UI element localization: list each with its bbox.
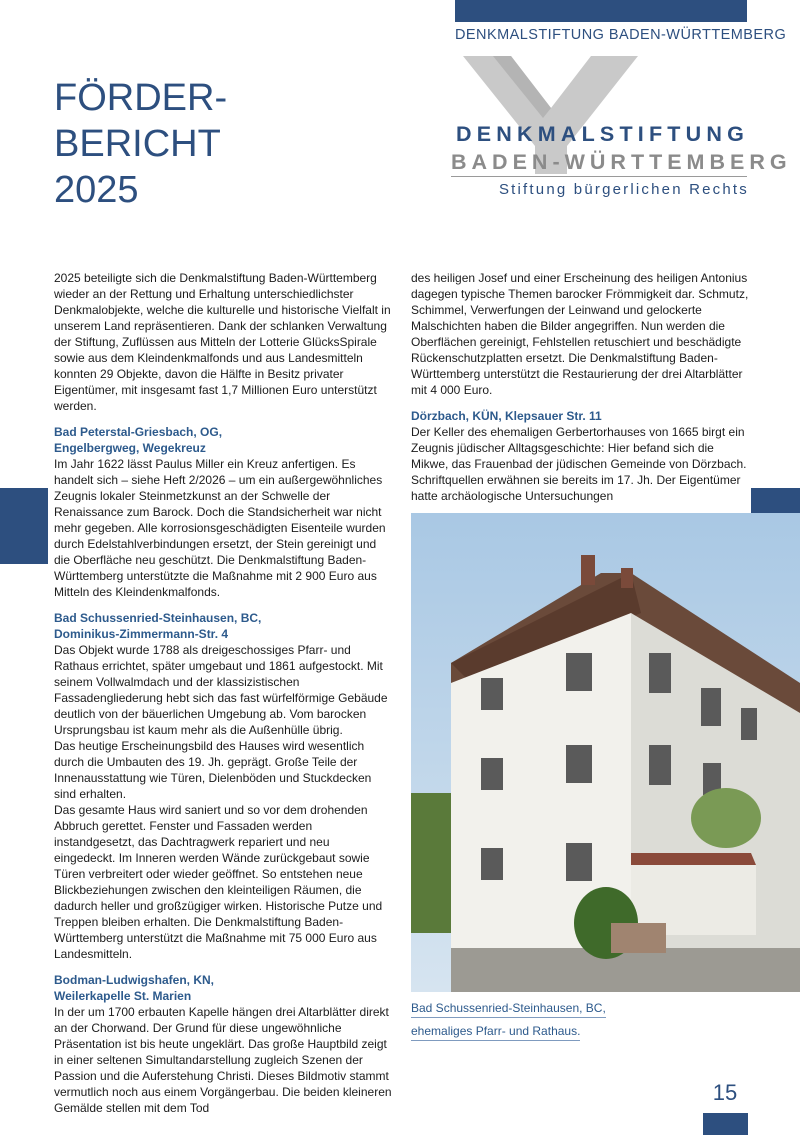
- section-subheading: Dominikus-Zimmermann-Str. 4: [54, 627, 229, 641]
- title-line-2: BERICHT: [54, 123, 221, 165]
- section-body: Das heutige Erscheinungsbild des Hauses wird wesentlich durch die Umbauten des 19. Jh. geprägt. Große Teile der Innenausstattung wie Türen, Dielenböden und Stuckdecken sind erhalten.: [54, 739, 372, 801]
- continued-paragraph: des heiligen Josef und einer Erscheinung des heiligen Antonius dagegen typische Themen barocker Frömmigkeit dar. Schmutz, Schimmel, Verwerfungen der Leinwand und gelockerte Malschichten haben die Bilder angegriffen. Nun werden die Oberflächen gereinigt, Fehlstellen retuschiert und beschädigte Rückenschutzplatten ersetzt. Die Denkmalstiftung Baden-Württemberg unterstützt die Restaurierung der drei Altarblätter mit 4 000 Euro.: [411, 271, 749, 397]
- section-heading: Dörzbach, KÜN, Klepsauer Str. 11: [411, 409, 602, 423]
- publisher-name: DENKMALSTIFTUNG BADEN-WÜRTTEMBERG: [455, 27, 787, 43]
- logo-wordmark-line1: DENKMALSTIFTUNG: [456, 122, 749, 146]
- title-line-1: FÖRDER-: [54, 77, 228, 119]
- section-heading: Bad Schussenried-Steinhausen, BC,: [54, 611, 262, 625]
- page-number: 15: [712, 1080, 738, 1105]
- right-margin-tab: [751, 488, 800, 514]
- photo-caption: [411, 998, 741, 1044]
- section-subheading: Engelbergweg, Wegekreuz: [54, 441, 206, 455]
- page-title: [54, 75, 227, 213]
- bottom-accent-bar: [703, 1113, 748, 1135]
- intro-paragraph: 2025 beteiligte sich die Denkmalstiftung Baden-Württemberg wieder an der Rettung und Erhaltung unterschiedlichster Denkmalobjekte, welche die kulturelle und historische Vielfalt in unserem Land repräsentieren. Dank der schlanken Verwaltung der Stiftung, Zuflüssen aus Mitteln der Lotterie GlücksSpirale sowie aus dem Kleindenkmalfonds und aus Landesmitteln konnten 29 Objekte, davon die Hälfte in Besitz privater Eigentümer, mit insgesamt fast 1,7 Millionen Euro unterstützt werden.: [54, 271, 391, 413]
- top-accent-bar: [455, 0, 747, 22]
- logo-divider: [451, 176, 747, 177]
- section-heading: Bad Peterstal-Griesbach, OG,: [54, 425, 223, 439]
- left-margin-tab: [0, 488, 48, 564]
- section-body: Das Objekt wurde 1788 als dreigeschossiges Pfarr- und Rathaus errichtet, später umgebaut und 1861 aufgestockt. Mit seinem Vollwalmdach und der klassizistischen Fassadengliederung hebt sich das fast würfelförmige Gebäude deutlich von der bäuerlichen Umgebung ab. Vom barocken Ursprungsbau ist kaum mehr als die Außenhülle übrig.: [54, 643, 388, 737]
- text-column-left: [54, 270, 392, 1116]
- logo-wordmark-line2: BADEN-WÜRTTEMBERG: [451, 150, 792, 174]
- caption-line-1: Bad Schussenried-Steinhausen, BC,: [411, 1000, 606, 1018]
- section-body: In der um 1700 erbauten Kapelle hängen drei Altarblätter direkt an der Chorwand. Der Grund für diese ungewöhnliche Präsentation ist bis heute ungeklärt. Das große Hauptbild zeigt in einer seltenen Simultandarstellung zugleich Szenen der Passion und die Auferstehung Christi. Dieses Bildmotiv stammt vermutlich noch aus einem Vorgängerbau. Die beiden kleineren Gemälde stellen mit dem Tod: [54, 1005, 392, 1115]
- title-line-3: 2025: [54, 169, 139, 211]
- text-column-right: [411, 270, 751, 504]
- caption-line-2: ehemaliges Pfarr- und Rathaus.: [411, 1023, 580, 1041]
- section-body: Der Keller des ehemaligen Gerbertorhauses von 1665 birgt ein Zeugnis jüdischer Alltagsgeschichte: Hier befand sich die Mikwe, das Frauenbad der jüdischen Gemeinde von Dörzbach. Schriftquellen erwähnen sie bereits im 17. Jh. Der Eigentümer hatte archäologische Untersuchungen: [411, 425, 747, 503]
- section-body: Das gesamte Haus wird saniert und so vor dem drohenden Abbruch gerettet. Fenster und Fassaden werden instandgesetzt, das Dachtragwerk repariert und neu eingedeckt. Im Inneren werden Wände zurückgebaut sowie Türen verbreitert oder wieder geöffnet. So entstehen neue Blickbeziehungen zwischen den kleinteiligen Räumen, die dadurch heller und großzügiger wirken. Historische Putze und Treppen bleiben erhalten. Die Denkmalstiftung Baden-Württemberg unterstützt die Maßnahme mit 75 000 Euro aus Landesmitteln.: [54, 803, 383, 961]
- logo-tagline: Stiftung bürgerlichen Rechts: [498, 181, 749, 198]
- section-heading: Bodman-Ludwigshafen, KN,: [54, 973, 214, 987]
- section-body: Im Jahr 1622 lässt Paulus Miller ein Kreuz anfertigen. Es handelt sich – siehe Heft 2/2026 – um ein außergewöhnliches Zeugnis lokaler Steinmetzkunst an der Schwelle der Renaissance zum Barock. Doch die Standsicherheit war nicht mehr gegeben. Alle korrosionsgeschädigten Eisenteile wurden durch Edelstahlverbindungen ersetzt, der Stein gereinigt und die Oberfläche neu geschützt. Die Denkmalstiftung Baden-Württemberg unterstützte die Maßnahme mit 2 900 Euro aus Mitteln des Kleindenkmalfonds.: [54, 457, 386, 599]
- building-photo: [411, 513, 800, 992]
- section-subheading: Weilerkapelle St. Marien: [54, 989, 192, 1003]
